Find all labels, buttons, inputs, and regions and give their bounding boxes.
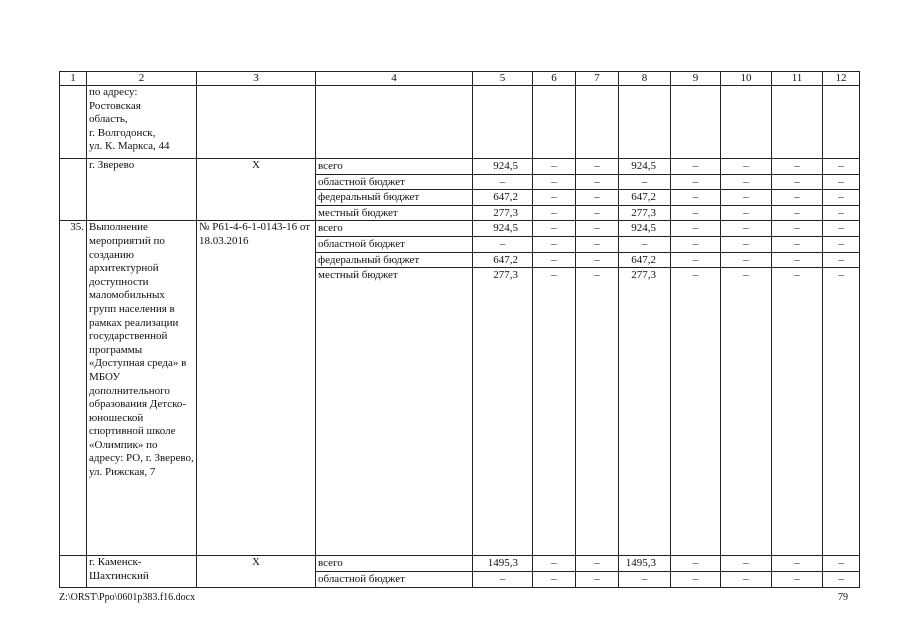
cell-value: – xyxy=(551,572,557,585)
col5-values xyxy=(473,221,533,556)
cell-value: – xyxy=(576,175,618,191)
cell-value: – xyxy=(576,221,618,237)
col-header: 1 xyxy=(60,72,87,86)
metric-list xyxy=(316,221,473,556)
col8-values xyxy=(619,221,671,556)
cell-value: – xyxy=(743,269,749,282)
cell-value: – xyxy=(671,190,720,206)
col8-values xyxy=(619,159,671,221)
cell-value: – xyxy=(721,190,771,206)
cell-value: – xyxy=(619,175,670,191)
cell-value: 924,5 xyxy=(473,159,532,175)
cell-value: – xyxy=(594,206,600,219)
cell-value: 277,3 xyxy=(493,206,518,219)
table-row xyxy=(60,221,860,556)
col-header: 11 xyxy=(772,72,823,86)
cell-value: 647,2 xyxy=(619,190,670,206)
col10-values xyxy=(721,159,772,221)
cell-value: – xyxy=(692,269,699,282)
object-name: Выполнение мероприятий по созданию архитектурной доступности маломобильных групп населения в рамках реализации государственной программы «Доступная среда» в МБОУ дополнительного образования Детско-юношеской спортивной школе «Олимпик» по адресу: РО, г. Зверево, ул. Рижская, 7 xyxy=(87,221,197,556)
cell-value: – xyxy=(721,159,771,175)
doc-ref: № Р61-4-6-1-0143-16 от 18.03.2016 xyxy=(197,221,316,556)
col-header: 5 xyxy=(473,72,533,86)
col-header: 6 xyxy=(533,72,576,86)
col-header: 10 xyxy=(721,72,772,86)
object-name: по адресу: Ростовская область, г. Волгодонск, ул. К. Маркса, 44 xyxy=(87,86,197,159)
col7-values xyxy=(576,221,619,556)
col-header: 2 xyxy=(87,72,197,86)
col-header: 7 xyxy=(576,72,619,86)
cell-value: – xyxy=(794,206,800,219)
cell-value: 1495,3 xyxy=(619,556,670,572)
cell-value: – xyxy=(533,175,575,191)
header-row xyxy=(60,72,860,86)
col8-values xyxy=(619,556,671,587)
page-number: 79 xyxy=(838,592,848,603)
cell-value: – xyxy=(576,253,618,269)
col6-values xyxy=(533,556,576,587)
col-header: 8 xyxy=(619,72,671,86)
col5-values xyxy=(473,556,533,587)
col7-values xyxy=(576,556,619,587)
cell-value: – xyxy=(823,190,859,206)
cell-value: – xyxy=(838,206,844,219)
cell-value: – xyxy=(772,556,822,572)
cell-value: – xyxy=(671,159,720,175)
col11-values xyxy=(772,221,823,556)
col-header: 12 xyxy=(823,72,860,86)
cell-value: – xyxy=(671,237,720,253)
cell-value: – xyxy=(533,221,575,237)
cell-value: – xyxy=(576,237,618,253)
col12-values xyxy=(823,159,860,221)
cell-value: 924,5 xyxy=(619,221,670,237)
cell-value: 647,2 xyxy=(619,253,670,269)
col12-values xyxy=(823,556,860,587)
col6-values xyxy=(533,159,576,221)
cell-value: – xyxy=(533,237,575,253)
object-name: г. Каменск-Шахтинский xyxy=(87,556,197,587)
metric-label: всего xyxy=(316,556,472,572)
metric-label: областной бюджет xyxy=(316,237,472,253)
cell-value: – xyxy=(772,237,822,253)
cell-value: – xyxy=(533,190,575,206)
cell-value: – xyxy=(823,221,859,237)
cell-value: – xyxy=(576,159,618,175)
cell-value: – xyxy=(823,253,859,269)
col-header: 3 xyxy=(197,72,316,86)
metric-label: федеральный бюджет xyxy=(316,253,472,269)
metric-label: всего xyxy=(316,159,472,175)
cell-value: – xyxy=(533,253,575,269)
cell-value: – xyxy=(641,572,648,585)
cell-value: – xyxy=(823,159,859,175)
metric-list xyxy=(316,556,473,587)
file-path: Z:\ORST\Ppo\0601p383.f16.docx xyxy=(59,592,196,603)
cell-value: – xyxy=(499,572,506,585)
cell-value: – xyxy=(551,206,557,219)
cell-value: 924,5 xyxy=(473,221,532,237)
cell-value: 647,2 xyxy=(473,190,532,206)
cell-value: – xyxy=(551,269,557,282)
cell-value: – xyxy=(823,175,859,191)
cell-value: – xyxy=(794,269,800,282)
cell-value: – xyxy=(772,221,822,237)
cell-value: – xyxy=(772,190,822,206)
cell-value: – xyxy=(838,269,844,282)
cell-value: – xyxy=(743,572,749,585)
col6-values xyxy=(533,221,576,556)
cell-value: – xyxy=(838,572,844,585)
table-row xyxy=(60,86,860,159)
col11-values xyxy=(772,159,823,221)
cell-value: – xyxy=(772,253,822,269)
doc-ref: Х xyxy=(197,556,316,587)
metric-label: всего xyxy=(316,221,472,237)
cell-value: – xyxy=(823,556,859,572)
doc-ref: Х xyxy=(197,159,316,221)
cell-value: – xyxy=(576,556,618,572)
cell-value: – xyxy=(721,175,771,191)
cell-value: 277,3 xyxy=(493,269,518,282)
cell-value: 924,5 xyxy=(619,159,670,175)
cell-value: – xyxy=(823,237,859,253)
metric-label: местный бюджет xyxy=(318,206,398,219)
table-row xyxy=(60,556,860,587)
cell-value: – xyxy=(671,253,720,269)
col12-values xyxy=(823,221,860,556)
row-number: 35. xyxy=(60,221,87,556)
cell-value: 277,3 xyxy=(631,206,656,219)
metric-list xyxy=(316,159,473,221)
cell-value: – xyxy=(619,237,670,253)
object-name: г. Зверево xyxy=(87,159,197,221)
cell-value: – xyxy=(692,206,699,219)
col10-values xyxy=(721,221,772,556)
cell-value: – xyxy=(721,556,771,572)
col-header: 9 xyxy=(671,72,721,86)
cell-value: 277,3 xyxy=(631,269,656,282)
cell-value: – xyxy=(671,175,720,191)
cell-value: – xyxy=(772,159,822,175)
col-header: 4 xyxy=(316,72,473,86)
metric-label: областной бюджет xyxy=(316,175,472,191)
col5-values xyxy=(473,159,533,221)
col9-values xyxy=(671,159,721,221)
cell-value: – xyxy=(692,572,699,585)
cell-value: 647,2 xyxy=(473,253,532,269)
cell-value: 1495,3 xyxy=(473,556,532,572)
col9-values xyxy=(671,556,721,587)
cell-value: – xyxy=(721,221,771,237)
cell-value: – xyxy=(671,556,720,572)
cell-value: – xyxy=(772,175,822,191)
cell-value: – xyxy=(794,572,800,585)
col10-values xyxy=(721,556,772,587)
cell-value: – xyxy=(533,556,575,572)
col9-values xyxy=(671,221,721,556)
cell-value: – xyxy=(743,206,749,219)
cell-value: – xyxy=(594,572,600,585)
col11-values xyxy=(772,556,823,587)
cell-value: – xyxy=(671,221,720,237)
metric-label: областной бюджет xyxy=(318,572,405,585)
cell-value: – xyxy=(721,253,771,269)
col7-values xyxy=(576,159,619,221)
cell-value: – xyxy=(721,237,771,253)
table-row xyxy=(60,159,860,221)
metric-label: федеральный бюджет xyxy=(316,190,472,206)
metric-label: местный бюджет xyxy=(318,269,398,282)
cell-value: – xyxy=(533,159,575,175)
budget-table xyxy=(59,71,860,588)
cell-value: – xyxy=(576,190,618,206)
cell-value: – xyxy=(473,237,532,253)
cell-value: – xyxy=(594,269,600,282)
cell-value: – xyxy=(473,175,532,191)
